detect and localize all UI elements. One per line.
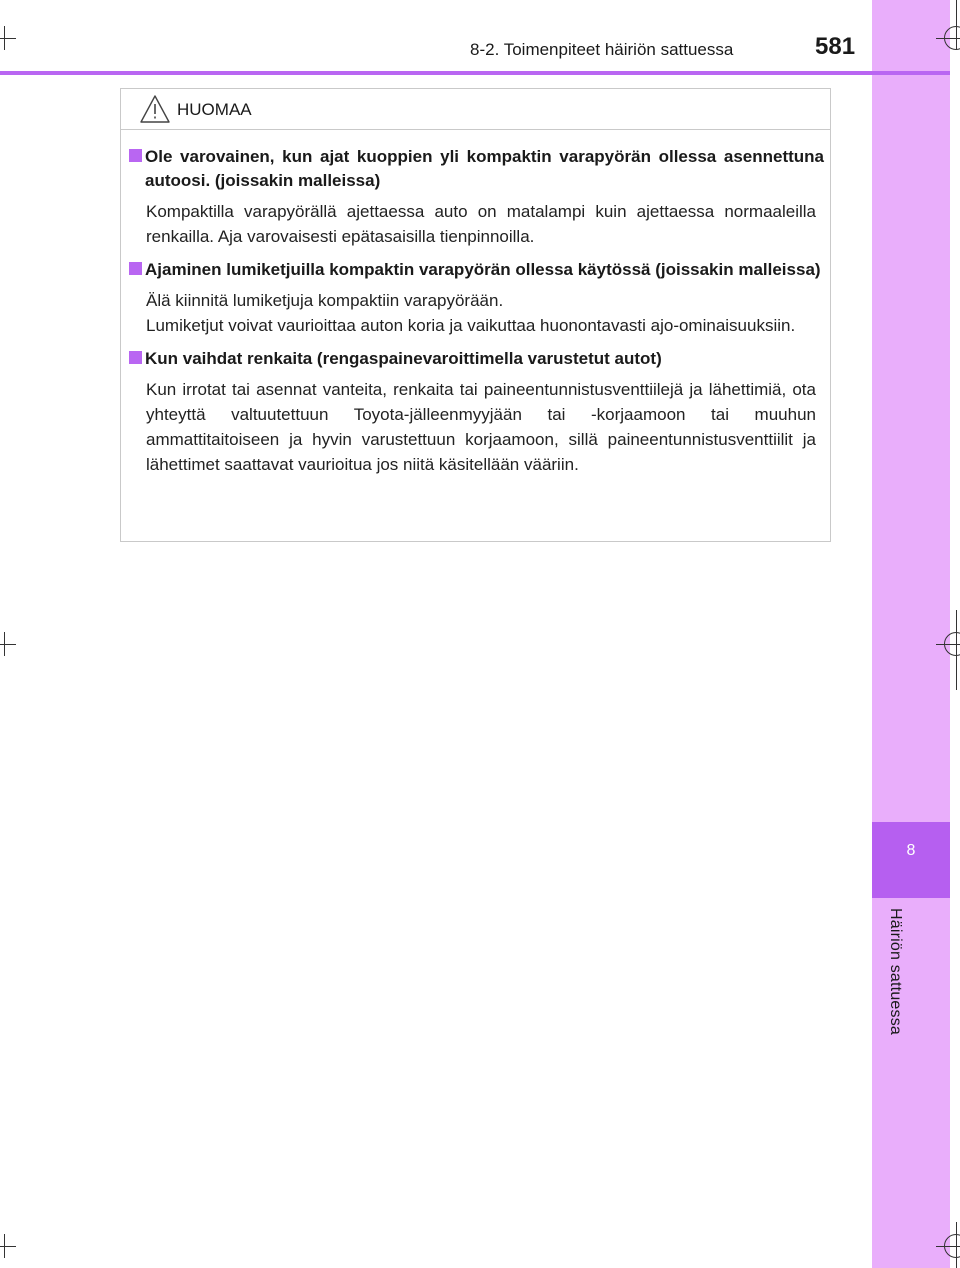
chapter-number: 8 <box>906 842 916 859</box>
notice-box <box>120 88 831 542</box>
bullet-square-icon <box>129 351 142 364</box>
notice-item-text: Kompaktilla varapyörällä ajettaessa auto on matalampi kuin ajettaessa normaaleilla renkailla. Aja varovaisesti epätasaisilla tienpinnoilla. <box>146 202 816 246</box>
header-rule <box>0 71 950 75</box>
chapter-side-strip <box>872 0 950 1268</box>
page-number: 581 <box>815 33 856 60</box>
notice-item-text: Lumiketjut voivat vaurioittaa auton koria ja vaikuttaa huonontavasti ajo-ominaisuuksiin. <box>146 316 796 335</box>
warning-triangle-icon <box>139 94 171 124</box>
notice-item <box>121 258 830 338</box>
notice-title: HUOMAA <box>177 100 252 119</box>
notice-item <box>121 145 830 249</box>
notice-item-heading: Ole varovainen, kun ajat kuoppien yli kompaktin varapyörän ollessa asennettuna autoosi. (joissakin malleissa) <box>145 147 824 190</box>
chapter-label: Häiriön sattuessa <box>887 908 904 1036</box>
chapter-number-block <box>872 822 950 898</box>
section-title: 8-2. Toimenpiteet häiriön sattuessa <box>470 40 734 59</box>
bullet-square-icon <box>129 149 142 162</box>
notice-header <box>121 89 830 130</box>
notice-item-heading: Ajaminen lumiketjuilla kompaktin varapyörän ollessa käytössä (joissakin malleissa) <box>145 260 821 279</box>
notice-item-text: Kun irrotat tai asennat vanteita, renkaita tai paineentunnistusventtiilejä ja lähettimiä, ota yhteyttä valtuutettuun Toyota-jälleenmyyjään tai -korjaamoon tai muuhun ammattitaitoiseen ja hyvin varustettuun korjaamoon, sillä paineentunnistusventtiilit ja lähettimet saattavat vaurioitua jos niitä käsitellään vääriin. <box>146 380 816 474</box>
notice-item-text: Älä kiinnitä lumiketjuja kompaktiin varapyörään. <box>146 291 504 310</box>
bullet-square-icon <box>129 262 142 275</box>
notice-item <box>121 347 830 477</box>
notice-item-heading: Kun vaihdat renkaita (rengaspainevaroittimella varustetut autot) <box>145 349 662 368</box>
notice-body <box>121 145 830 486</box>
